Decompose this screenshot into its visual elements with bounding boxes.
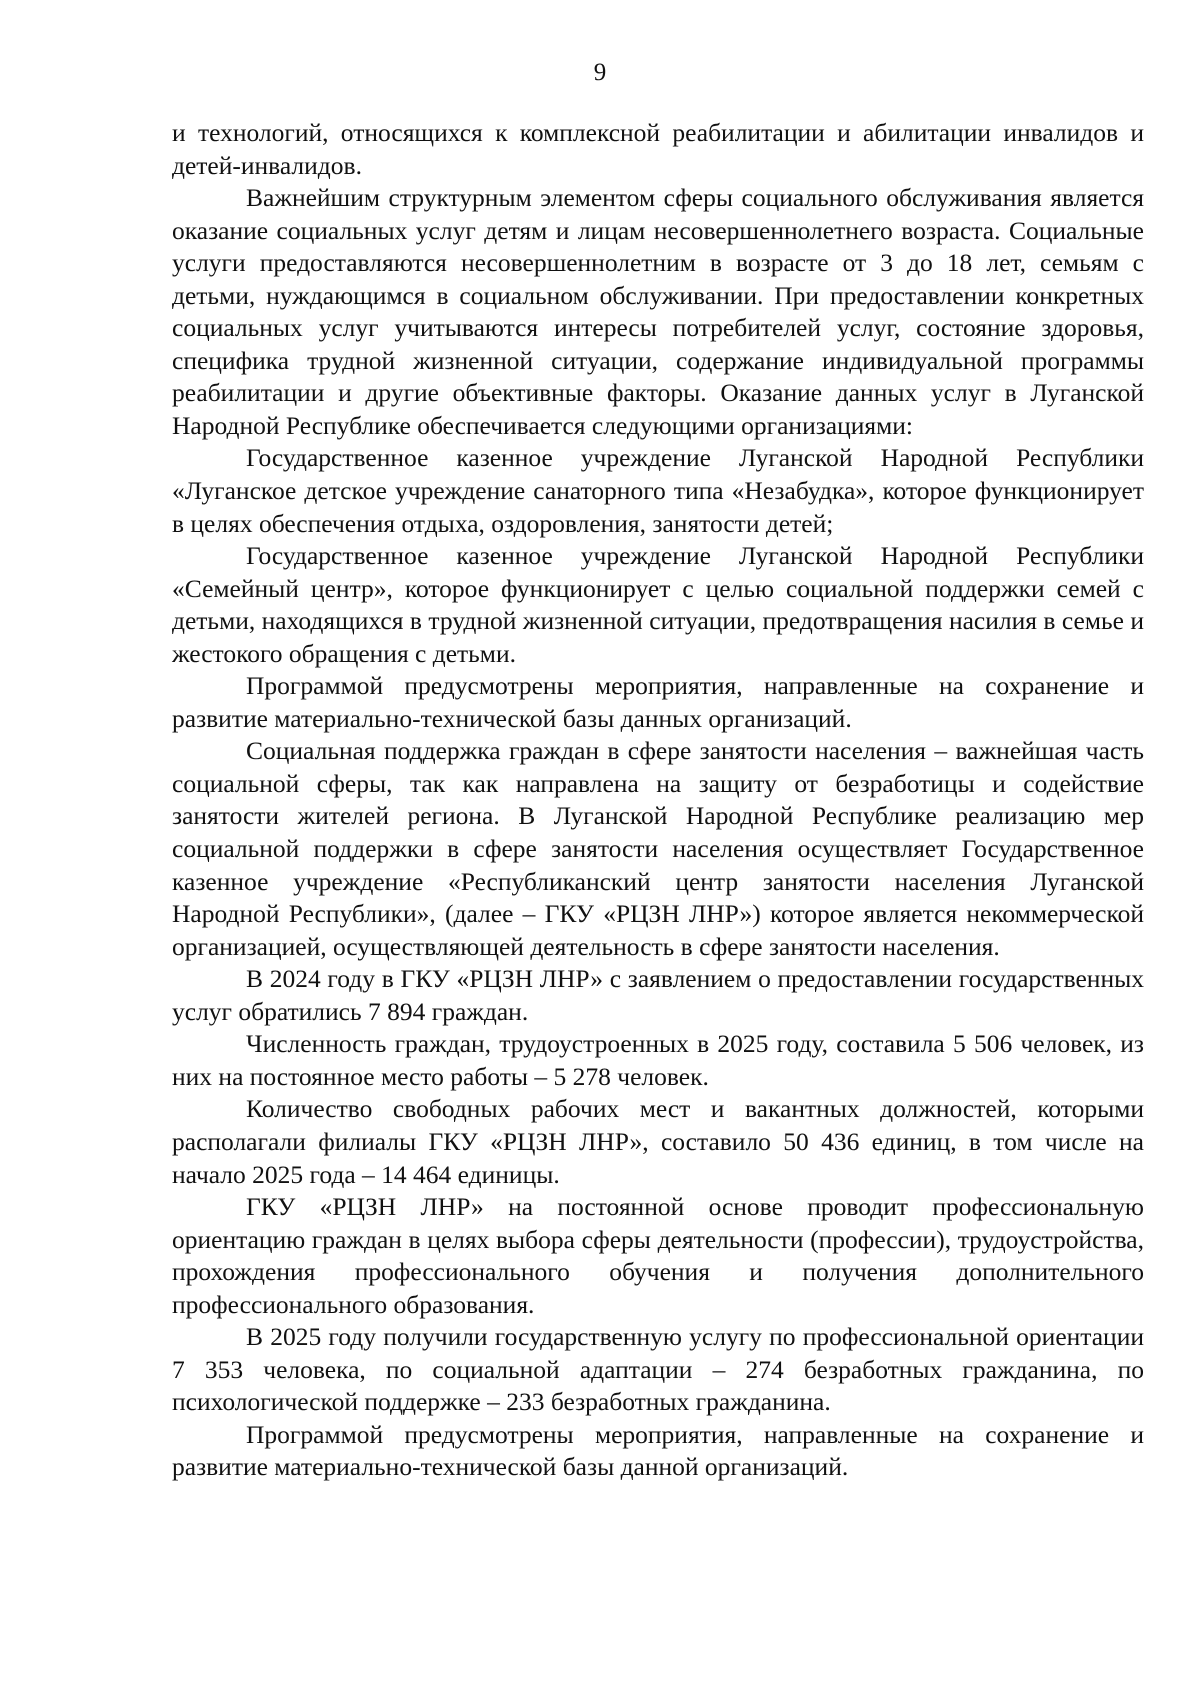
paragraph: В 2025 году получили государственную услугу по профессиональной ориентации 7 353 человека, по социальной адаптации – 274 безработных гражданина, по психологической поддержке – 233 безработных гражданина. xyxy=(172,1322,1144,1417)
paragraph: и технологий, относящихся к комплексной реабилитации и абилитации инвалидов и детей-инвалидов. xyxy=(172,118,1144,180)
paragraph: Важнейшим структурным элементом сферы социального обслуживания является оказание социальных услуг детям и лицам несовершеннолетнего возраста. Социальные услуги предоставляются несовершеннолетним в возрасте от 3 до 18 лет, семьям с детьми, нуждающимся в социальном обслуживании. При предоставлении конкретных социальных услуг учитываются интересы потребителей услуг, состояние здоровья, специфика трудной жизненной ситуации, содержание индивидуальной программы реабилитации и другие объективные факторы. Оказание данных услуг в Луганской Народной Республике обеспечивается следующими организациями: xyxy=(172,183,1144,440)
paragraph: Программой предусмотрены мероприятия, направленные на сохранение и развитие материально-технической базы данной организаций. xyxy=(172,1419,1144,1482)
paragraph: Государственное казенное учреждение Луганской Народной Республики «Семейный центр», которое функционирует с целью социальной поддержки семей с детьми, находящихся в трудной жизненной ситуации, предотвращения насилия в семье и жестокого обращения с детьми. xyxy=(172,541,1144,668)
paragraph: Государственное казенное учреждение Луганской Народной Республики «Луганское детское учреждение санаторного типа «Незабудка», которое функционирует в целях обеспечения отдыха, оздоровления, занятости детей; xyxy=(172,443,1144,538)
page-number: 9 xyxy=(593,59,607,86)
paragraph: ГКУ «РЦЗН ЛНР» на постоянной основе проводит профессиональную ориентацию граждан в целях выбора сферы деятельности (профессии), трудоустройства, прохождения профессионального обучения и получения дополнительного профессионального образования. xyxy=(172,1192,1144,1319)
paragraph: Программой предусмотрены мероприятия, направленные на сохранение и развитие материально-технической базы данных организаций. xyxy=(172,671,1144,733)
paragraph: Численность граждан, трудоустроенных в 2025 году, составила 5 506 человек, из них на постоянное место работы – 5 278 человек. xyxy=(172,1029,1144,1091)
document-body xyxy=(172,117,1144,1484)
paragraph: Количество свободных рабочих мест и вакантных должностей, которыми располагали филиалы ГКУ «РЦЗН ЛНР», составило 50 436 единиц, в том числе на начало 2025 года – 14 464 единицы. xyxy=(172,1094,1144,1189)
paragraph: Социальная поддержка граждан в сфере занятости населения – важнейшая часть социальной сферы, так как направлена на защиту от безработицы и содействие занятости жителей региона. В Луганской Народной Республике реализацию мер социальной поддержки в сфере занятости населения осуществляет Государственное казенное учреждение «Республиканский центр занятости населения Луганской Народной Республики», (далее – ГКУ «РЦЗН ЛНР») которое является некоммерческой организацией, осуществляющей деятельность в сфере занятости населения. xyxy=(172,736,1144,961)
paragraph: В 2024 году в ГКУ «РЦЗН ЛНР» с заявлением о предоставлении государственных услуг обратились 7 894 граждан. xyxy=(172,964,1144,1026)
